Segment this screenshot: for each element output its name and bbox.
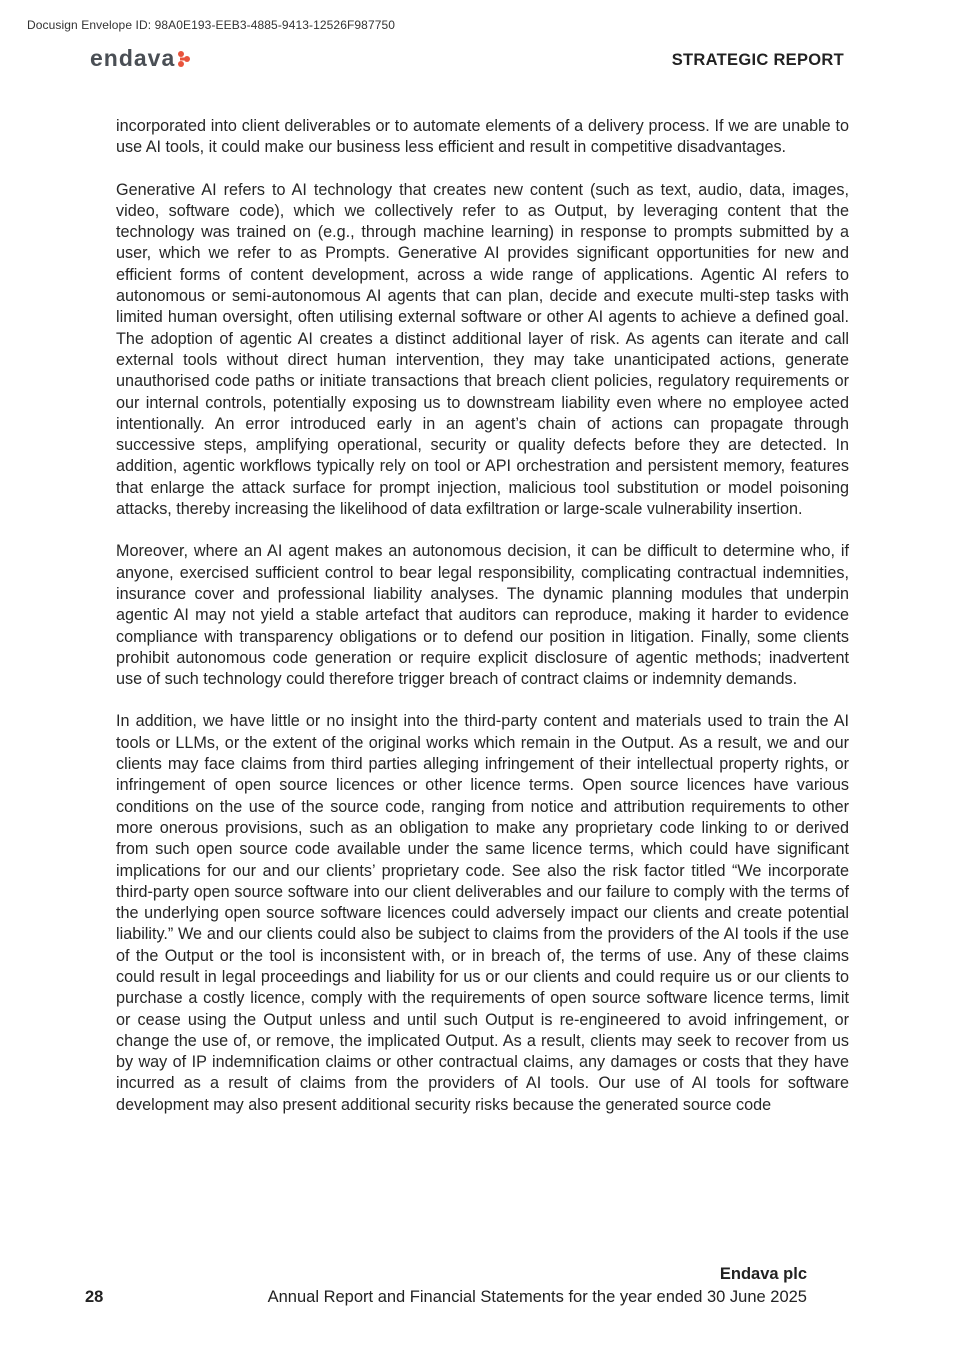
section-title: STRATEGIC REPORT — [671, 51, 844, 69]
paragraph: Generative AI refers to AI technology that creates new content (such as text, audio, data, images, video, software code), which we collectively refer to as Output, by leveraging content that the technology was trained on (e.g., through machine learning) in response to prompts submitted by a user, which we refer to as Prompts. Generative AI provides significant opportunities for new and efficient forms of content development, across a wide range of applications. Agentic AI refers to autonomous or semi-autonomous AI agents that can plan, decide and execute multi-step tasks with limited human oversight, often utilising external software or other AI agents to achieve a defined goal. The adoption of agentic AI creates a distinct additional layer of risk. As agents can iterate and call external tools without direct human intervention, they may take unanticipated actions, generate unauthorised code paths or initiate transactions that breach client policies, regulatory requirements or our internal controls, potentially exposing us to downstream liability even where no employee acted intentionally. An error introduced early in an agent’s chain of actions can propagate through successive steps, amplifying operational, security or quality defects before they are detected. In addition, agentic workflows typically rely on tool or API orchestration and persistent memory, features that enlarge the attack surface for prompt injection, malicious tool substitution or model poisoning attacks, thereby increasing the likelihood of data exfiltration or large-scale vulnerability insertion. — [116, 180, 849, 519]
report-body — [116, 116, 849, 1137]
footer-report-title: Annual Report and Financial Statements for the year ended 30 June 2025 — [267, 1288, 807, 1306]
docusign-envelope-id: Docusign Envelope ID: 98A0E193-EEB3-4885-9413-12526F987750 — [27, 18, 396, 32]
footer-company-name: Endava plc — [719, 1265, 807, 1283]
paragraph: Moreover, where an AI agent makes an autonomous decision, it can be difficult to determine who, if anyone, exercised sufficient control to bear legal responsibility, complicating contractual indemnities, insurance cover and professional liability analyses. The dynamic planning modules that underpin agentic AI may not yield a stable artefact that auditors can reproduce, making it harder to evidence compliance with transparency obligations or to defend our position in litigation. Finally, some clients prohibit autonomous code generation or require explicit disclosure of agentic methods; inadvertent use of such technology could therefore trigger breach of contract claims or indemnity demands. — [116, 542, 849, 689]
paragraph: In addition, we have little or no insight into the third-party content and materials used to train the AI tools or LLMs, or the extent of the original works which remain in the Output. As a result, we and our clients may face claims from third parties alleging infringement of their intellectual property rights, or infringement of open source licences or other licence terms. Open source licences have various conditions on the use of the source code, ranging from notice and attribution requirements to other more onerous provisions, such as an obligation to make any proprietary code linking to or derived from such open source code available under the same licence terms, which could have significant implications for our and our clients’ proprietary code. See also the risk factor titled “We incorporate third-party open source software into our client deliverables and our failure to comply with the terms of the underlying open source software licences could adversely impact our clients and create potential liability.” We and our clients could also be subject to claims from the providers of the AI tools if the use of the Output or the tool is inconsistent with, or in breach of, the terms of use. Any of these claims could result in legal proceedings and liability for us or our clients and could require us or our clients to purchase a costly licence, comply with the requirements of open source software licence terms, limit or cease using the Output unless and until such Output is re-engineered to avoid infringement, or change the use of, or remove, the implicated Output. As a result, clients may seek to recover from us by way of IP indemnification claims or other contractual claims, any damages or costs that they have incurred as a result of claims from the providers of AI tools. Our use of AI tools for software development may also present additional security risks because the generated source code — [116, 712, 849, 1114]
paragraph: incorporated into client deliverables or to automate elements of a delivery process. If we are unable to use AI tools, it could make our business less efficient and result in competitive disadvantages. — [116, 117, 849, 157]
page-number: 28 — [85, 1288, 104, 1306]
endava-logo-icon — [177, 50, 191, 68]
endava-logo — [90, 44, 191, 72]
logo-wordmark: endava — [90, 44, 176, 71]
